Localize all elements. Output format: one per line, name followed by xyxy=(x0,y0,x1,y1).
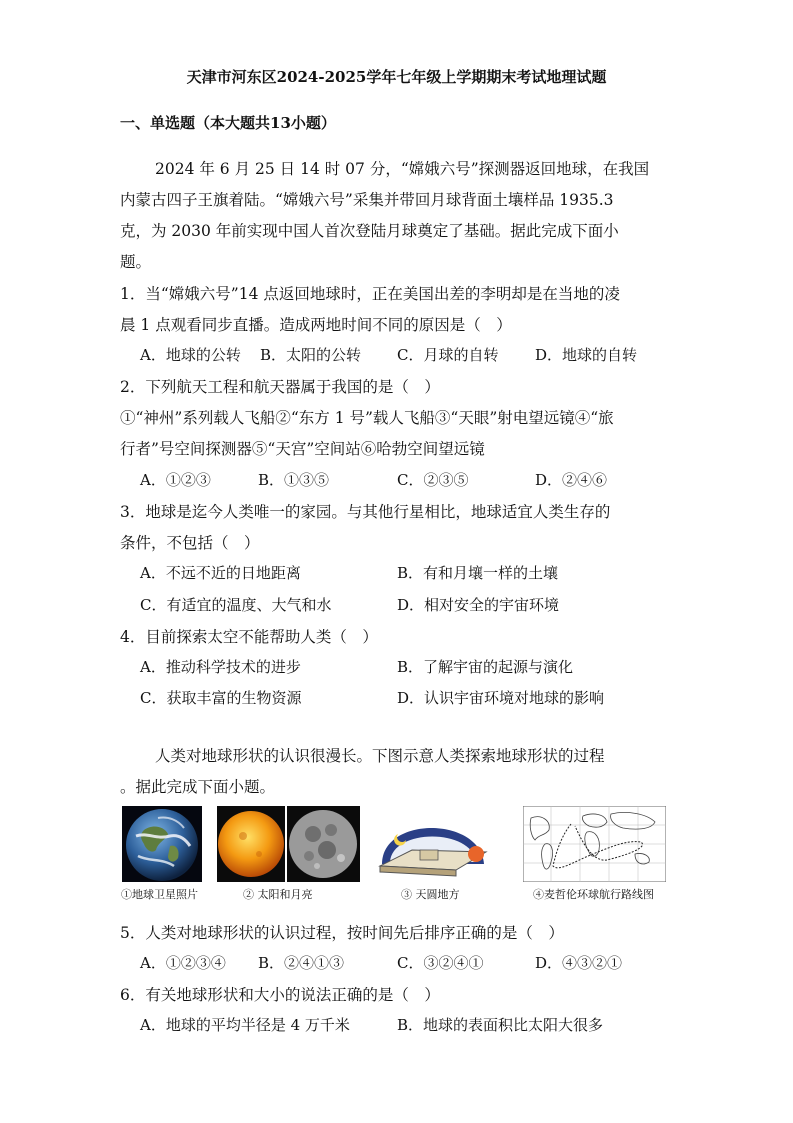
question-1-stem: 1．当“嫦娥六号”14 点返回地球时，正在美国出差的李明却是在当地的凌 xyxy=(120,285,620,303)
passage1-line: 克，为 2030 年前实现中国人首次登陆月球奠定了基础。据此完成下面小 xyxy=(120,222,619,240)
q5-option-d[interactable]: D．④③②① xyxy=(535,954,623,972)
figure-caption-1: ①地球卫星照片 xyxy=(121,888,198,901)
q1-option-c[interactable]: C．月球的自转 xyxy=(397,346,499,364)
passage1-line: 题。 xyxy=(120,253,152,271)
round-sky-square-earth-diagram xyxy=(376,806,490,882)
q2-option-b[interactable]: B．①③⑤ xyxy=(258,471,330,489)
question-1-stem: 晨 1 点观看同步直播。造成两地时间不同的原因是（ ） xyxy=(120,316,512,334)
q4-option-b[interactable]: B．了解宇宙的起源与演化 xyxy=(397,658,574,676)
passage2-line: 人类对地球形状的认识很漫长。下图示意人类探索地球形状的过程 xyxy=(155,747,605,765)
earth-satellite-photo xyxy=(122,806,202,882)
figure-caption-4: ④麦哲伦环球航行路线图 xyxy=(533,888,654,901)
q3-option-c[interactable]: C．有适宜的温度、大气和水 xyxy=(140,596,332,614)
q1-option-b[interactable]: B．太阳的公转 xyxy=(260,346,362,364)
passage2-line: 。据此完成下面小题。 xyxy=(120,778,276,796)
question-2-stem: ①“神州”系列载人飞船②“东方 1 号”载人飞船③“天眼”射电望远镜④“旅 xyxy=(120,409,614,427)
q3-option-a[interactable]: A．不远不近的日地距离 xyxy=(140,564,301,582)
q4-option-d[interactable]: D．认识宇宙环境对地球的影响 xyxy=(397,689,605,707)
passage1-line: 2024 年 6 月 25 日 14 时 07 分，“嫦娥六号”探测器返回地球，在我国 xyxy=(155,160,650,178)
q1-option-a[interactable]: A．地球的公转 xyxy=(140,346,241,364)
figure-caption-2: ② 太阳和月亮 xyxy=(243,888,313,901)
q5-option-c[interactable]: C．③②④① xyxy=(397,954,484,972)
question-5-stem: 5．人类对地球形状的认识过程，按时间先后排序正确的是（ ） xyxy=(120,924,564,942)
question-2-stem: 行者”号空间探测器⑤“天宫”空间站⑥哈勃空间望远镜 xyxy=(120,440,485,458)
moon-image xyxy=(287,806,360,882)
magellan-route-map xyxy=(523,806,666,882)
document-title: 天津市河东区2024-2025学年七年级上学期期末考试地理试题 xyxy=(186,68,607,86)
question-3-stem: 3．地球是迄今人类唯一的家园。与其他行星相比，地球适宜人类生存的 xyxy=(120,503,611,521)
question-6-stem: 6．有关地球形状和大小的说法正确的是（ ） xyxy=(120,986,440,1004)
question-4-stem: 4．目前探索太空不能帮助人类（ ） xyxy=(120,628,378,646)
sun-image xyxy=(217,806,285,882)
question-3-stem: 条件，不包括（ ） xyxy=(120,534,260,552)
question-2-stem: 2．下列航天工程和航天器属于我国的是（ ） xyxy=(120,378,440,396)
q2-option-a[interactable]: A．①②③ xyxy=(140,471,211,489)
passage1-line: 内蒙古四子王旗着陆。“嫦娥六号”采集并带回月球背面土壤样品 1935.3 xyxy=(120,191,614,209)
q3-option-d[interactable]: D．相对安全的宇宙环境 xyxy=(397,596,560,614)
q3-option-b[interactable]: B．有和月壤一样的土壤 xyxy=(397,564,559,582)
q2-option-c[interactable]: C．②③⑤ xyxy=(397,471,469,489)
figure-caption-3: ③ 天圆地方 xyxy=(401,888,460,901)
q6-option-b[interactable]: B．地球的表面积比太阳大很多 xyxy=(397,1016,604,1034)
q4-option-a[interactable]: A．推动科学技术的进步 xyxy=(140,658,301,676)
section-heading: 一、单选题（本大题共13小题） xyxy=(120,114,336,132)
q6-option-a[interactable]: A．地球的平均半径是 4 万千米 xyxy=(140,1016,350,1034)
q2-option-d[interactable]: D．②④⑥ xyxy=(535,471,608,489)
q5-option-a[interactable]: A．①②③④ xyxy=(140,954,226,972)
q1-option-d[interactable]: D．地球的自转 xyxy=(535,346,638,364)
q4-option-c[interactable]: C．获取丰富的生物资源 xyxy=(140,689,302,707)
q5-option-b[interactable]: B．②④①③ xyxy=(258,954,345,972)
